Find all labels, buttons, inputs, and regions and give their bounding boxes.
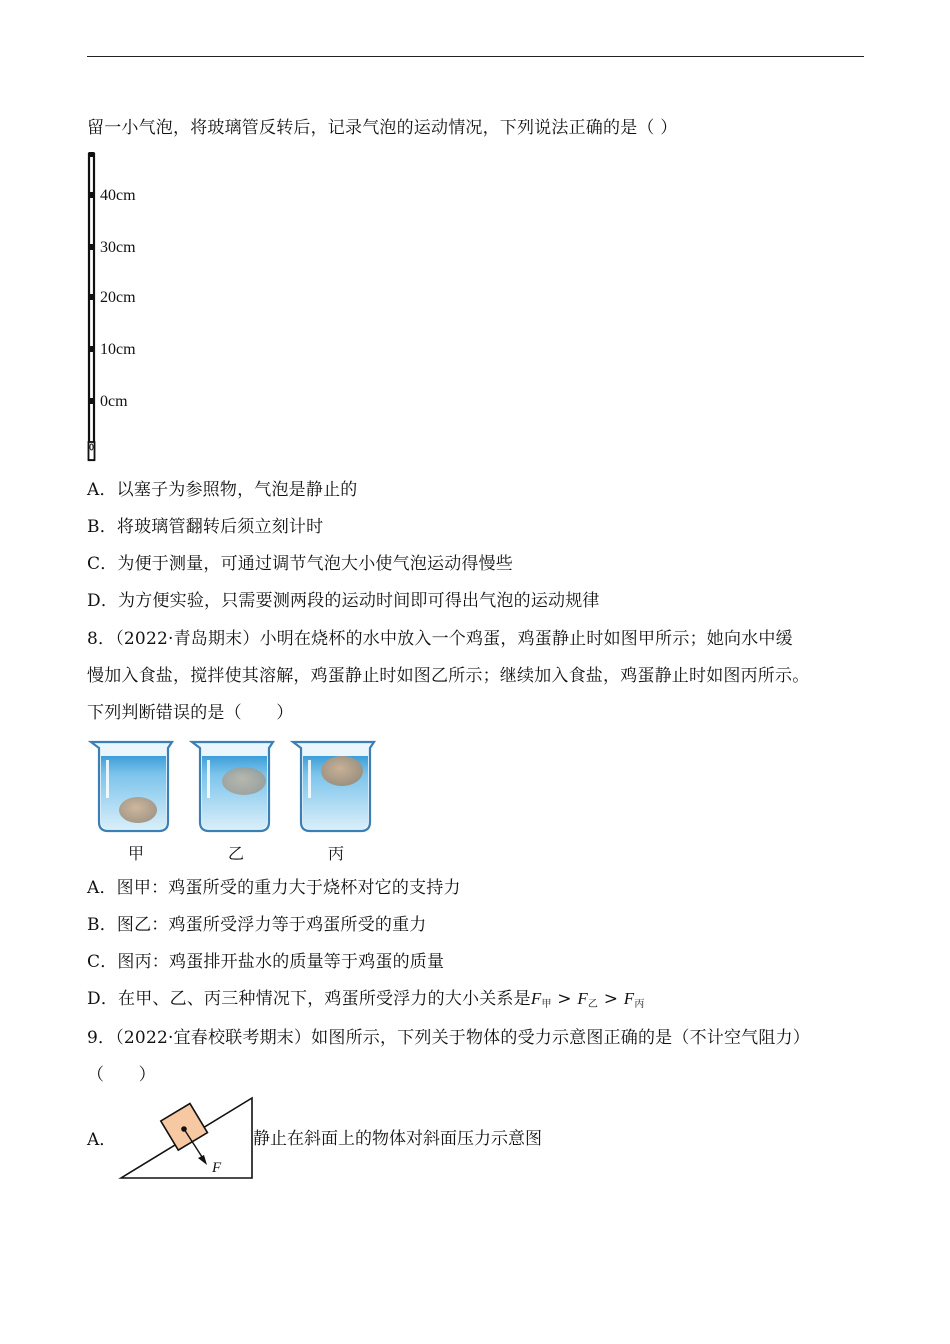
tube-label-20cm: 20cm (100, 289, 136, 306)
q8-option-a: A．图甲：鸡蛋所受的重力大于烧杯对它的支持力 (87, 878, 461, 898)
tube-label-0cm: 0cm (100, 393, 128, 410)
tube-label-30cm: 30cm (100, 239, 136, 256)
q7-option-c: C．为便于测量，可通过调节气泡大小使气泡运动得慢些 (87, 554, 514, 574)
q9-option-a-caption: 静止在斜面上的物体对斜面压力示意图 (253, 1129, 542, 1149)
beaker-label-yi: 乙 (227, 844, 245, 863)
beaker-bing (293, 742, 374, 831)
tube-label-40cm: 40cm (100, 187, 136, 204)
beaker-jia (91, 742, 172, 831)
q7-option-b: B．将玻璃管翻转后须立刻计时 (87, 517, 324, 537)
glass-tube-figure (80, 150, 160, 468)
force-label: F (212, 1160, 222, 1176)
q8-option-d-text: D．在甲、乙、丙三种情况下，鸡蛋所受浮力的大小关系是 (87, 989, 531, 1009)
q8-option-b: B．图乙：鸡蛋所受浮力等于鸡蛋所受的重力 (87, 915, 427, 935)
q8-option-d (87, 987, 645, 1017)
beaker-label-bing: 丙 (327, 844, 345, 863)
q8-option-c: C．图丙：鸡蛋排开盐水的质量等于鸡蛋的质量 (87, 952, 445, 972)
beakers-figure (86, 736, 386, 868)
q9-stem-line2: （ ） (87, 1065, 156, 1085)
q7-option-a: A．以塞子为参照物，气泡是静止的 (87, 480, 358, 500)
beaker-label-jia: 甲 (127, 844, 145, 863)
q9-option-a-label: A． (87, 1130, 117, 1150)
tube-label-10cm: 10cm (100, 341, 136, 358)
q8-stem-line1: 8．（2022·青岛期末）小明在烧杯的水中放入一个鸡蛋，鸡蛋静止时如图甲所示；她向水中缓 (87, 629, 793, 649)
incline-figure (118, 1095, 258, 1185)
header-rule (87, 56, 864, 57)
q7-option-d: D．为方便实验，只需要测两段的运动时间即可得出气泡的运动规律 (87, 591, 600, 611)
question-7-intro: 留一小气泡，将玻璃管反转后，记录气泡的运动情况，下列说法正确的是（ ） (87, 118, 678, 138)
q8-option-d-formula: $F_甲 > F_乙 > F_丙$ (530, 989, 645, 1010)
beaker-yi (192, 742, 273, 831)
q9-stem-line1: 9．（2022·宜春校联考期末）如图所示，下列关于物体的受力示意图正确的是（不计空气阻力） (87, 1028, 810, 1048)
q8-stem-line3: 下列判断错误的是（ ） (87, 703, 294, 723)
q8-stem-line2: 慢加入食盐，搅拌使其溶解，鸡蛋静止时如图乙所示；继续加入食盐，鸡蛋静止时如图丙所示。 (87, 666, 810, 686)
